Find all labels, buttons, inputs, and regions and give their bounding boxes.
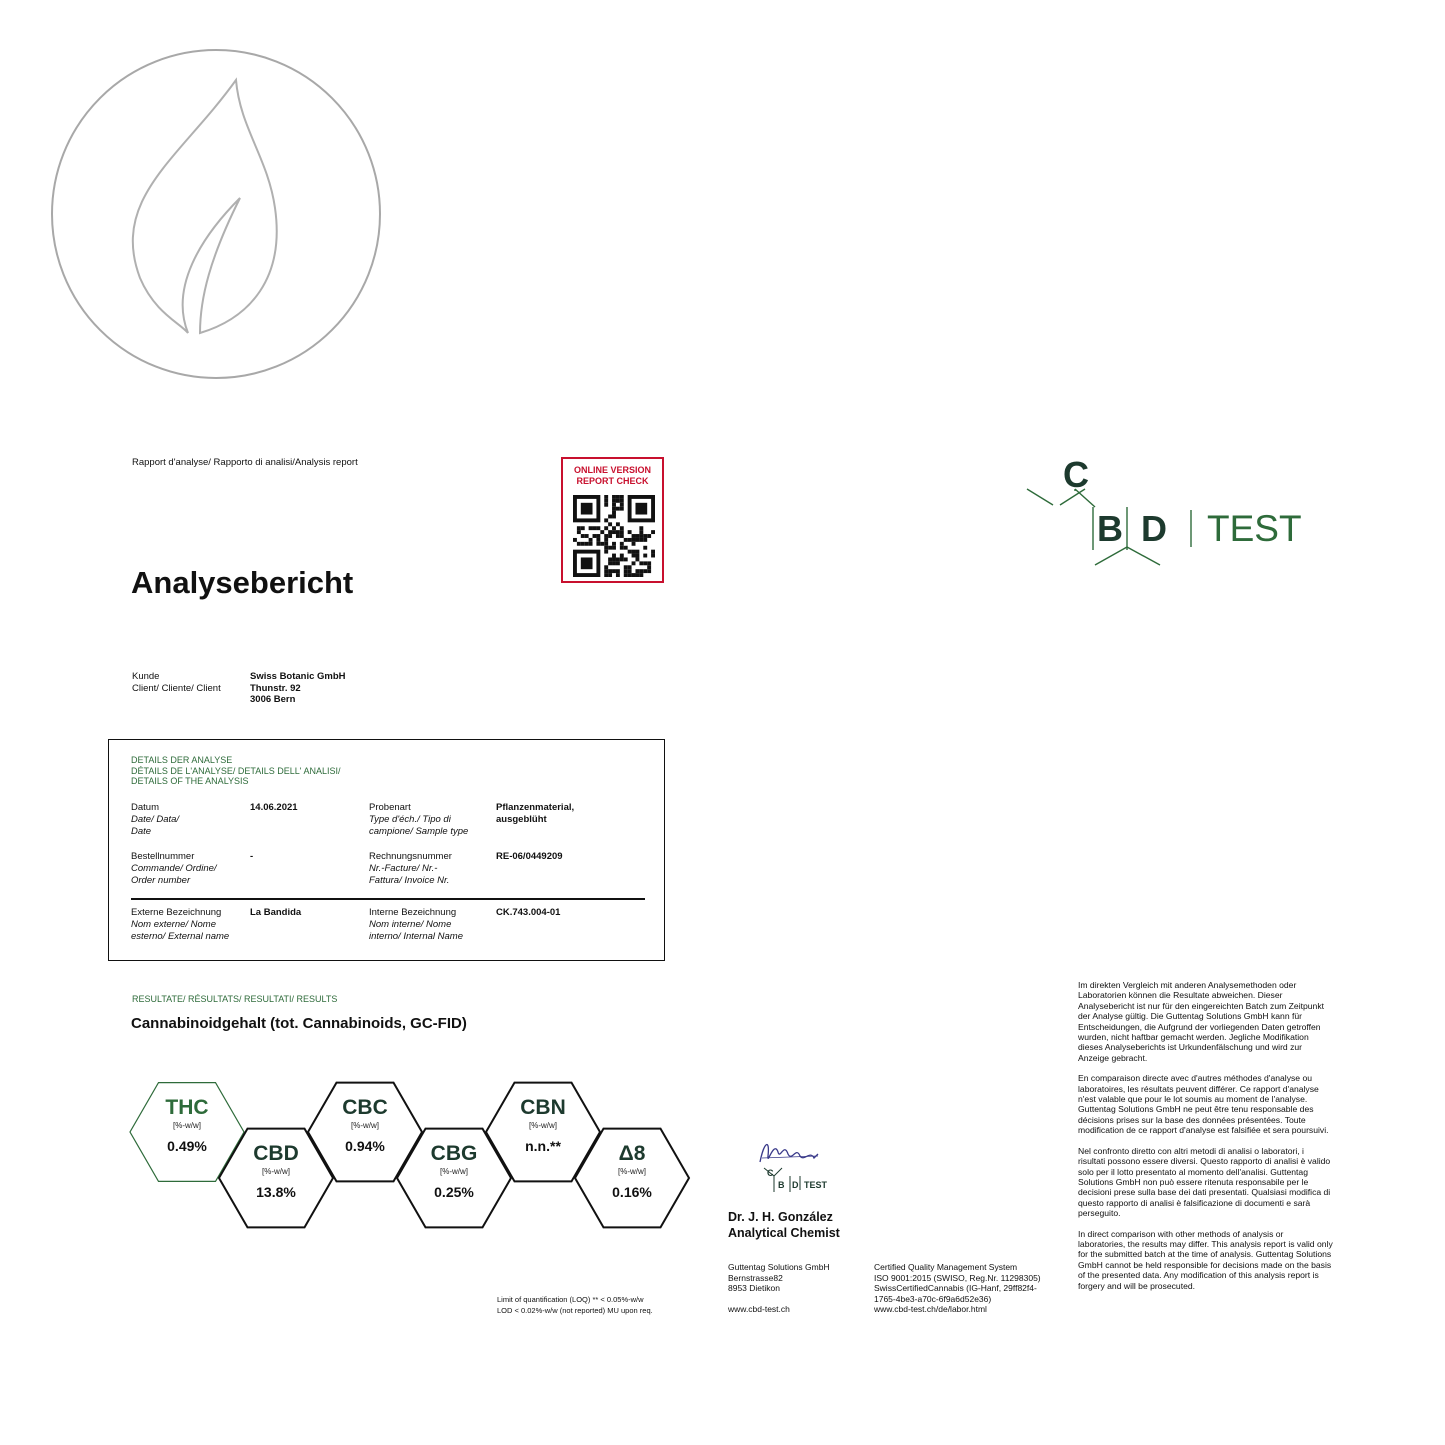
client-address [250, 671, 346, 706]
disclaimer-de: Im direkten Vergleich mit anderen Analysemethoden oder Laboratorien können die Resultate abweichen. Dieser Analysebericht ist nur für den eingereichten Batch zum Zeitpunkt der Analyse gültig. Die Guttentag Solutions GmbH kann für Entscheidungen, die Aufgrund der vorliegenden Daten getroffen wurden, nicht haftbar gemacht werden. Jegliche Modifikation dieses Analyseberichts ist Urkundenfälschung und wird zur Anzeige gebracht. [1078, 980, 1325, 1063]
client-city: 3006 Bern [250, 694, 296, 705]
sample-type-value [496, 802, 574, 826]
company-city: 8953 Dietikon [728, 1283, 780, 1293]
order-label-sub2: Order number [131, 875, 191, 886]
cannabinoid-unit: [%-w/w] [351, 1121, 379, 1130]
leaf-watermark-icon [50, 48, 382, 380]
ext-label-de: Externe Bezeichnung [131, 907, 222, 918]
cannabinoid-hexagons [120, 1075, 700, 1245]
date-label-de: Datum [131, 802, 159, 813]
loq-note-line1: Limit of quantification (LOQ) ** < 0.05%-w/w [497, 1295, 644, 1304]
cert-link[interactable]: www.cbd-test.ch/de/labor.html [874, 1304, 987, 1314]
report-type-label: Rapport d'analyse/ Rapporto di analisi/Analysis report [132, 457, 358, 468]
sample-value-2: ausgeblüht [496, 814, 547, 825]
chemist-block [728, 1209, 840, 1241]
sample-label-de: Probenart [369, 802, 411, 813]
loq-note-line2: LOD < 0.02%-w/w (not reported) MU upon req. [497, 1306, 653, 1315]
chemist-role: Analytical Chemist [728, 1226, 840, 1240]
order-label-de: Bestellnummer [131, 851, 195, 862]
external-name-value: La Bandida [250, 907, 302, 918]
results-title: Cannabinoidgehalt (tot. Cannabinoids, GC-FID) [131, 1015, 467, 1032]
cbd-test-logo [1025, 455, 1315, 570]
cannabinoid-value: 0.49% [167, 1138, 207, 1154]
cannabinoid-name: CBD [253, 1142, 299, 1165]
ext-label-sub1: Nom externe/ Nome [131, 919, 217, 930]
logo-letter-d: D [1141, 508, 1167, 549]
int-label-de: Interne Bezeichnung [369, 907, 457, 918]
cannabinoid-unit: [%-w/w] [529, 1121, 557, 1130]
details-divider [131, 898, 645, 900]
date-value: 14.06.2021 [250, 802, 298, 813]
cannabinoid-value: 0.94% [345, 1138, 385, 1154]
company-name: Guttentag Solutions GmbH [728, 1262, 830, 1272]
svg-text:B: B [778, 1180, 785, 1190]
svg-text:D: D [792, 1180, 799, 1190]
qr-label-line1: ONLINE VERSION [573, 465, 651, 475]
cert-line-4: 1765-4be3-a70c-6f9a6d52e36) [874, 1293, 992, 1304]
loq-note [497, 1294, 653, 1316]
analysis-details-box [108, 739, 665, 961]
cannabinoid-value: 13.8% [256, 1184, 296, 1200]
svg-text:C: C [767, 1168, 774, 1178]
cannabinoid-name: Δ8 [618, 1142, 646, 1165]
signature-stamp-text: TEST [804, 1180, 828, 1190]
cannabinoid-unit: [%-w/w] [618, 1167, 646, 1176]
int-label-sub2: interno/ Internal Name [369, 931, 463, 942]
cannabinoid-unit: [%-w/w] [440, 1167, 468, 1176]
cannabinoid-name: CBC [342, 1096, 388, 1119]
qr-label [563, 465, 662, 487]
company-address [728, 1262, 830, 1294]
details-heading-1: DETAILS DER ANALYSE [131, 755, 233, 765]
client-label-multi: Client/ Cliente/ Client [132, 682, 221, 694]
cannabinoid-name: THC [165, 1096, 209, 1119]
cert-line-3: SwissCertifiedCannabis (IG-Hanf, 29ff82f4- [874, 1283, 1037, 1293]
client-label [132, 671, 221, 694]
disclaimer-it: Nel confronto diretto con altri metodi di analisi o laboratori, i risultati possono essere diversi. Questo rapporto di analisi è valido solo per il lotto presentato al momento dell'analisi. Guttentag Solutions GmbH non può essere ritenuta responsabile per le decisioni prese sulla base dei dati presentati. Qualsiasi modifica di questo rapporto di analisi è falsificazione di documenti e sarà perseguito. [1078, 1145, 1331, 1219]
website-link[interactable]: www.cbd-test.ch [728, 1304, 790, 1314]
internal-name-value: CK.743.004-01 [496, 907, 561, 918]
order-number-label [131, 851, 217, 887]
invoice-label-de: Rechnungsnummer [369, 851, 452, 862]
details-heading-2: DÉTAILS DE L'ANALYSE/ DETAILS DELL' ANALISI/ [131, 765, 341, 776]
invoice-label-sub1: Nr.-Facture/ Nr.- [369, 863, 438, 874]
internal-name-label [369, 907, 463, 943]
cannabinoid-value: 0.25% [434, 1184, 474, 1200]
logo-letter-b: B [1097, 508, 1123, 549]
cannabinoid-name: CBG [430, 1142, 478, 1165]
invoice-number-value: RE-06/0449209 [496, 851, 563, 862]
qr-label-line2: REPORT CHECK [576, 476, 649, 486]
logo-test: TEST [1207, 508, 1302, 549]
company-street: Bernstrasse82 [728, 1272, 783, 1283]
online-report-check-qr[interactable] [561, 457, 664, 583]
client-label-de: Kunde [132, 671, 160, 682]
cert-line-2: ISO 9001:2015 (SWISO, Reg.Nr. 11298305) [874, 1272, 1041, 1283]
disclaimer [1078, 980, 1333, 1301]
logo-letter-c: C [1063, 455, 1089, 495]
cannabinoid-value: 0.16% [612, 1184, 652, 1200]
details-heading [131, 755, 341, 787]
sample-value-1: Pflanzenmaterial, [496, 802, 575, 813]
qr-code-icon [573, 495, 655, 577]
disclaimer-fr: En comparaison directe avec d'autres méthodes d'analyse ou laboratoires, les résultats peuvent différer. Ce rapport d'analyse n'est valable que pour le lot soumis au moment de l'analyse. Guttentag Solutions GmbH ne peut être tenu responsable des décisions prises sur la base des données présentées. Toute modification de ce rapport d'analyse est falsifiée et sera poursuivi. [1078, 1073, 1329, 1136]
disclaimer-en: In direct comparison with other methods of analysis or laboratories, the results may differ. This analysis report is valid only for the submitted batch at the time of analysis. Guttentag Solutions GmbH cannot be held responsible for decisions made on the basis of the presented data. Any modification of this analysis report is forgery and will be prosecuted. [1078, 1228, 1333, 1291]
int-label-sub1: Nom interne/ Nome [369, 919, 452, 930]
cert-line-1: Certified Quality Management System [874, 1262, 1018, 1272]
signature-stamp [752, 1132, 842, 1196]
invoice-number-label [369, 851, 452, 887]
details-heading-3: DETAILS OF THE ANALYSIS [131, 776, 249, 786]
cannabinoid-unit: [%-w/w] [173, 1121, 201, 1130]
cannabinoid-unit: [%-w/w] [262, 1167, 290, 1176]
order-label-sub1: Commande/ Ordine/ [131, 863, 217, 874]
sample-type-label [369, 802, 468, 838]
results-heading: RESULTATE/ RÉSULTATS/ RESULTATI/ RESULTS [132, 994, 338, 1004]
certification-block [874, 1262, 1074, 1315]
cannabinoid-name: CBN [520, 1096, 566, 1119]
date-label-sub2: Date [131, 826, 152, 837]
invoice-label-sub2: Fattura/ Invoice Nr. [369, 875, 450, 886]
page-title: Analysebericht [131, 565, 354, 600]
chemist-name: Dr. J. H. González [728, 1210, 833, 1224]
client-name: Swiss Botanic GmbH [250, 671, 346, 682]
sample-label-sub2: campione/ Sample type [369, 826, 469, 837]
ext-label-sub2: esterno/ External name [131, 931, 230, 942]
sample-label-sub1: Type d'éch./ Tipo di [369, 814, 451, 825]
cannabinoid-value: n.n.** [525, 1138, 561, 1154]
date-label-sub1: Date/ Data/ [131, 814, 180, 825]
client-street: Thunstr. 92 [250, 682, 301, 694]
order-number-value: - [250, 851, 254, 862]
external-name-label [131, 907, 229, 943]
date-label [131, 802, 179, 838]
